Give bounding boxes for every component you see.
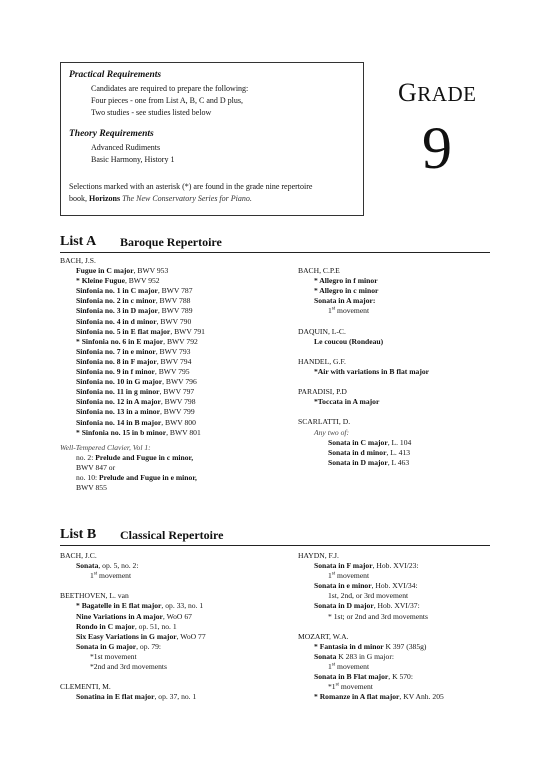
list-item: * Allegro in c minor [314,286,379,296]
asterisk-note-line: Selections marked with an asterisk (*) are found in the grade nine repertoire [69,182,313,191]
list-item: Sinfonia no. 1 in C major, BWV 787 [76,286,193,296]
list-item: Sonata in d minor, L. 413 [328,447,411,457]
list-a-right-column [298,266,429,468]
list-item: Six Easy Variations in G major, WoO 77 [76,631,206,641]
composer-scarlatti: SCARLATTI, D. [298,417,351,427]
list-b-header [60,527,490,546]
note-series-tail: The New Conservatory Series for Piano. [122,194,252,203]
list-item: * Kleine Fugue, BWV 952 [76,276,160,286]
list-item: *1st movement [328,682,373,692]
list-item: Rondo in C major, op. 51, no. 1 [76,621,177,631]
wtc-line-2: BWV 847 or [76,462,116,472]
theory-requirements-title: Theory Requirements [69,129,154,139]
list-a-left-column [60,256,205,493]
list-item: Sinfonia no. 8 in F major, BWV 794 [76,356,192,366]
composer-handel: HANDEL, G.F. [298,356,346,366]
grade-rest-letters: RADE [417,82,477,106]
list-item: 1st movement [328,662,370,672]
grade-label [398,78,476,108]
list-item: *Air with variations in B flat major [314,366,430,376]
composer-bach-cpe: BACH, C.P.E [298,266,340,275]
composer-beethoven: BEETHOVEN, L. van [60,591,129,601]
wtc-line-4: BWV 855 [76,483,107,493]
theory-line-2: Basic Harmony, History 1 [91,155,175,164]
list-item: Sinfonia no. 4 in d minor, BWV 790 [76,316,192,326]
list-item: Sonata in G major, op. 79: [76,641,162,651]
composer-daquin: DAQUIN, L-C. [298,326,346,336]
composer-paradisi: PARADISI, P.D [298,387,347,397]
list-item: Sinfonia no. 12 in A major, BWV 798 [76,397,196,407]
composer-haydn: HAYDN, F.J. [298,551,339,560]
wtc-line-1: no. 2: Prelude and Fugue in c minor, [76,452,194,462]
list-item: Sonatina in E flat major, op. 37, no. 1 [76,692,197,702]
list-item: Sonata in A major: [314,296,376,306]
list-item: Sinfonia no. 11 in g minor, BWV 797 [76,387,195,397]
list-item: 1st movement [90,571,132,581]
practical-line-1: Candidates are required to prepare the following: [91,84,249,93]
wtc-title: Well-Tempered Clavier, Vol 1: [60,442,151,452]
list-item: Sinfonia no. 14 in B major, BWV 800 [76,417,196,427]
list-item: Sinfonia no. 3 in D major, BWV 789 [76,306,193,316]
theory-line-1: Advanced Rudiments [91,143,161,152]
practical-line-3: Two studies - see studies listed below [91,108,212,117]
list-item: *1st movement [90,651,137,661]
list-item: Sinfonia no. 13 in a minor, BWV 799 [76,407,195,417]
list-item: Sonata in e minor, Hob. XVI/34: [314,581,418,591]
composer-bach-jc: BACH, J.C. [60,551,97,560]
composer-clementi: CLEMENTI, M. [60,682,111,692]
list-item: * Allegro in f minor [314,276,378,286]
list-item: Sonata in B Flat major, K 570: [314,672,413,682]
list-item: Sinfonia no. 7 in e minor, BWV 793 [76,346,191,356]
list-b-label: List B [60,527,97,542]
list-item: Sonata K 283 in G major: [314,651,394,661]
practical-requirements-title: Practical Requirements [69,70,162,80]
composer-mozart: MOZART, W.A. [298,631,349,641]
practical-line-2: Four pieces - one from List A, B, C and D plus, [91,96,243,105]
list-item: * Fantasia in d minor K 397 (385g) [314,641,427,651]
composer-bach-js: BACH, J.S. [60,256,96,265]
list-item: Sonata in D major, L 463 [328,457,410,467]
note-book-word: book, [69,194,87,203]
list-item: 1st movement [328,571,370,581]
list-item: Sinfonia no. 2 in c minor, BWV 788 [76,296,191,306]
wtc-line-3: no. 10: Prelude and Fugue in e minor, [76,472,197,482]
list-item: * 1st; or 2nd and 3rd movements [328,611,428,621]
list-item: * Sinfonia no. 15 in b minor, BWV 801 [76,427,201,437]
list-item: * Bagatelle in E flat major, op. 33, no. 1 [76,601,204,611]
list-item: Sinfonia no. 5 in E flat major, BWV 791 [76,326,205,336]
list-b-left-column [60,551,206,702]
list-item: Fugue in C major, BWV 953 [76,266,169,276]
list-b-title: Classical Repertoire [120,528,224,542]
list-a-title: Baroque Repertoire [120,235,222,249]
list-item: Sinfonia no. 9 in f minor, BWV 795 [76,367,190,377]
list-item: Nine Variations in A major, WoO 67 [76,611,192,621]
list-item: *2nd and 3rd movements [90,662,167,672]
list-item: * Sinfonia no. 6 in E major, BWV 792 [76,336,198,346]
note-series-name: Horizons [89,194,121,203]
asterisk-note-book [69,194,252,203]
list-item: * Romanze in A flat major, KV Anh. 205 [314,692,444,702]
scarlatti-note: Any two of: [314,427,350,437]
list-a-label: List A [60,234,97,249]
list-item: 1st, 2nd, or 3rd movement [328,591,409,601]
list-item: Sonata in C major, L. 104 [328,437,412,447]
grade-first-letter: G [398,78,418,107]
list-item: Sonata in F major, Hob. XVI/23: [314,561,419,571]
list-b-right-column [298,551,444,702]
list-item: Sonata, op. 5, no. 2: [76,561,139,571]
list-item: Le coucou (Rondeau) [314,336,384,346]
list-item: Sinfonia no. 10 in G major, BWV 796 [76,377,197,387]
grade-number: 9 [422,115,452,181]
list-item: 1st movement [328,306,370,316]
requirements-box [60,62,364,216]
list-a-header [60,234,490,253]
list-item: Sonata in D major, Hob. XVI/37: [314,601,420,611]
list-item: *Toccata in A major [314,397,380,407]
